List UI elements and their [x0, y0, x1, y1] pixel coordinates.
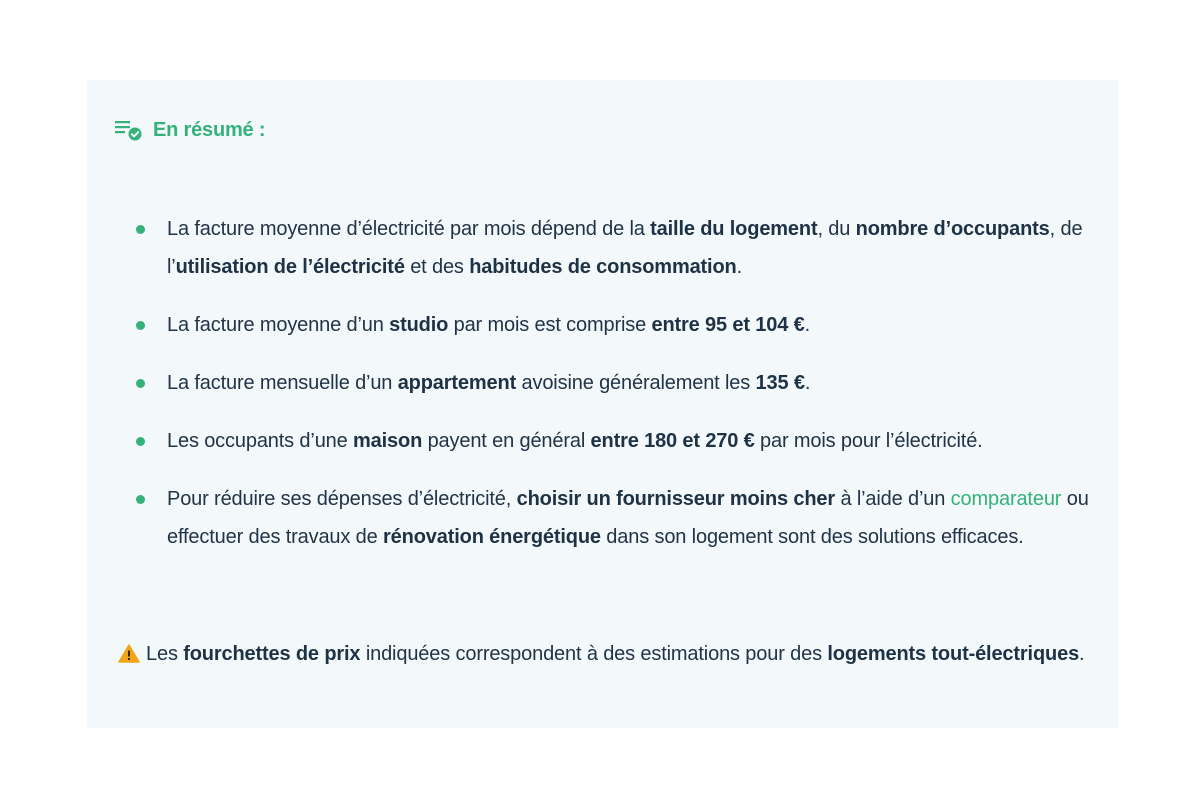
bullet-icon — [136, 437, 145, 446]
item-text: La facture moyenne d’un — [167, 314, 390, 336]
note-bold: logements tout-électriques — [827, 643, 1080, 665]
item-bold: studio — [389, 314, 449, 336]
item-text: à l’aide d’un — [835, 488, 951, 510]
item-text: dans son logement sont des solutions efficaces. — [600, 526, 1024, 548]
item-bold: 135 € — [755, 372, 805, 394]
note-text: . — [1079, 643, 1085, 665]
list-check-icon — [115, 119, 143, 141]
summary-title: En résumé : — [153, 118, 266, 141]
summary-header — [115, 117, 265, 143]
item-text: ou effectuer des travaux de — [167, 488, 1089, 548]
item-text: , du — [817, 218, 856, 240]
item-text: , de l’ — [167, 218, 1083, 278]
item-text: payent en général — [422, 430, 591, 452]
list-item — [130, 210, 1100, 286]
item-text: par mois pour l’électricité. — [754, 430, 983, 452]
summary-box — [87, 80, 1118, 728]
item-text: Pour réduire ses dépenses d’électricité, — [167, 488, 517, 510]
item-text: et des — [404, 256, 470, 278]
item-text: . — [736, 256, 743, 278]
item-text: avoisine généralement les — [516, 372, 756, 394]
item-bold: appartement — [397, 372, 517, 394]
list-item — [130, 422, 1100, 460]
list-item — [130, 306, 1100, 344]
item-bold: habitudes de consommation — [469, 256, 737, 278]
item-text: La facture mensuelle d’un — [167, 372, 398, 394]
note-text: Les — [146, 643, 184, 665]
note-bold: fourchettes de prix — [183, 643, 361, 665]
bullet-icon — [136, 321, 145, 330]
bullet-icon — [136, 379, 145, 388]
bullet-icon — [136, 225, 145, 234]
price-range-note — [118, 635, 1093, 676]
item-text: La facture moyenne d’électricité par mois dépend de la — [167, 218, 651, 240]
item-text: . — [804, 372, 811, 394]
list-item — [130, 364, 1100, 402]
item-bold: maison — [353, 430, 423, 452]
item-bold: taille du logement — [650, 218, 818, 240]
list-item — [130, 480, 1100, 556]
item-text: Les occupants d’une — [167, 430, 354, 452]
note-text: indiquées correspondent à des estimations pour des — [360, 643, 828, 665]
item-bold: entre 180 et 270 € — [590, 430, 755, 452]
comparateur-link[interactable]: comparateur — [950, 488, 1062, 510]
item-bold: rénovation énergétique — [383, 526, 601, 548]
item-bold: nombre d’occupants — [855, 218, 1050, 240]
summary-list — [130, 210, 1100, 576]
item-text: par mois est comprise — [448, 314, 652, 336]
item-bold: entre 95 et 104 € — [651, 314, 805, 336]
item-bold: utilisation de l’électricité — [175, 256, 405, 278]
item-text: . — [804, 314, 811, 336]
warning-icon — [118, 638, 140, 676]
item-bold: choisir un fournisseur moins cher — [516, 488, 836, 510]
bullet-icon — [136, 495, 145, 504]
